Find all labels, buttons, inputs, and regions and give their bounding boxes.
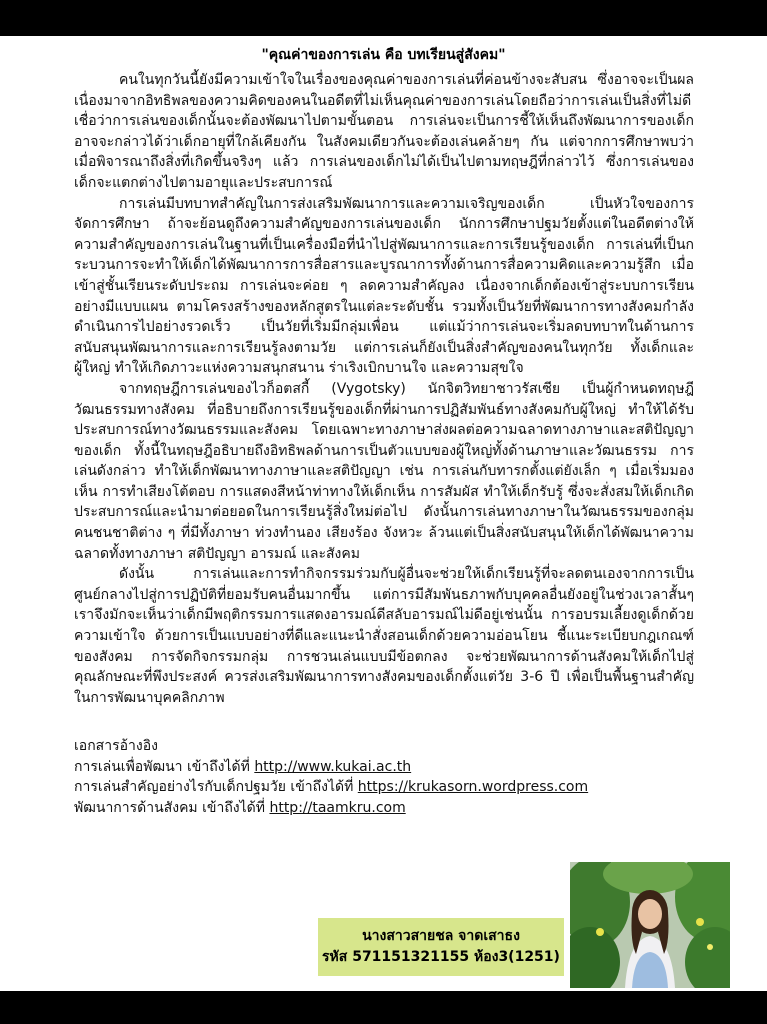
author-name-box bbox=[318, 918, 564, 976]
paragraph: จากทฤษฎีการเล่นของไวก็อตสกี้ (Vygotsky) นักจิตวิทยาชาวรัสเซีย เป็นผู้กำหนดทฤษฎีวัฒนธรรมทางสังคม ที่อธิบายถึงการเรียนรู้ของเด็กที่ผ่านการปฏิสัมพันธ์ทางสังคมกับผู้ใหญ่ ทำให้ได้รับประสบการณ์ทางวัฒนธรรมและสังคม โดยเฉพาะทางภาษาส่งผลต่อความฉลาดทางภาษาและสติปัญญาของเด็ก ทั้งนี้ในทฤษฎีอธิบายถึงอิทธิพลด้านการเป็นตัวแบบของผู้ใหญ่ทั้งด้านภาษาและวัฒนธรรม การเล่นดังกล่าว ทำให้เด็กพัฒนาทางภาษาและสติปัญญา เช่น การเล่นกับทารกตั้งแต่ยังเล็ก ๆ เมื่อเริ่มมองเห็น การทำเสียงโต้ตอบ การแสดงสีหน้าท่าทางให้เด็กเห็น การสัมผัส ทำให้เด็กรับรู้ ซึ่งจะสั่งสมให้เด็กเกิดประสบการณ์และนำมาต่อยอดในการเรียนรู้สิ่งใหม่ต่อไป ดังนั้นการเล่นทางภาษาในวัฒนธรรมของกลุ่มคนชนชาติต่าง ๆ ที่มีทั้งภาษา ท่วงทำนอง เสียงร้อง จังหวะ ล้วนแต่เป็นสิ่งสนับสนุนให้เด็กได้พัฒนาความฉลาดทั้งทางภาษา สติปัญญา อารมณ์ และสังคม bbox=[74, 380, 694, 562]
reference-link[interactable]: http://www.kukai.ac.th bbox=[254, 758, 412, 775]
reference-link[interactable]: https://krukasorn.wordpress.com bbox=[357, 779, 589, 796]
paragraph: คนในทุกวันนี้ยังมีความเข้าใจในเรื่องของคุณค่าของการเล่นที่ค่อนข้างจะสับสน ซึ่งอาจจะเป็นผลเนื่องมาจากอิทธิพลของความคิดของคนในอดีตที่ไม่เห็นคุณค่าของการเล่นโดยถือว่าการเล่นเป็นสิ่งที่ไม่ดี เชื่อว่าการเล่นของเด็กนั้นจะต้องพัฒนาไปตามขั้นตอน การเล่นจะเป็นการชี้ให้เห็นถึงพัฒนาการของเด็ก อาจจะกล่าวได้ว่าเด็กอายุที่ใกล้เคียงกัน ในสังคมเดียวกันจะต้องเล่นคล้ายๆ กัน แต่จากการศึกษาพบว่าเมื่อพิจารณาถึงสิ่งที่เกิดขึ้นจริงๆ แล้ว การเล่นของเด็กไม่ได้เป็นไปตามทฤษฎีที่กล่าวไว้ ซึ่งการเล่นของเด็กจะแตกต่างไปตามอายุและประสบการณ์ bbox=[74, 72, 694, 191]
reference-item bbox=[74, 777, 634, 798]
references-section bbox=[74, 736, 634, 818]
references-heading: เอกสารอ้างอิง bbox=[74, 738, 158, 754]
paragraph: ดังนั้น การเล่นและการทำกิจกรรมร่วมกับผู้อื่นจะช่วยให้เด็กเรียนรู้ที่จะลดตนเองจากการเป็นศูนย์กลางไปสู่การปฏิบัติที่ยอมรับคนอื่นมากขึ้น แต่การมีสัมพันธภาพกับบุคคลอื่นยังอยู่ในช่วงเวลาสั้นๆ เราจึงมักจะเห็นว่าเด็กมีพฤติกรรมการแสดงอารมณ์ดีสลับอารมณ์ไม่ดีอยู่เช่นนั้น การอบรมเลี้ยงดูเด็กด้วยความเข้าใจ ด้วยการเป็นแบบอย่างที่ดีและแนะนำสั่งสอนเด็กด้วยความอ่อนโยน ชี้แนะระเบียบกฎเกณฑ์ของสังคม การจัดกิจกรรมกลุ่ม การชวนเล่นแบบมีข้อตกลง จะช่วยพัฒนาการด้านสังคมให้เด็กไปสู่คุณลักษณะที่พึงประสงค์ ควรส่งเสริมพัฒนาการทางสังคมของเด็กตั้งแต่วัย 3-6 ปี เพื่อเป็นพื้นฐานสำคัญในการพัฒนาบุคคลิกภาพ bbox=[74, 566, 694, 706]
paragraph: การเล่นมีบทบาทสำคัญในการส่งเสริมพัฒนาการและความเจริญของเด็ก เป็นหัวใจของการจัดการศึกษา ถ้าจะย้อนดูถึงความสำคัญของการเล่นของเด็ก นักการศึกษาปฐมวัยตั้งแต่ในอดีตต่างให้ความสำคัญของการเล่นในฐานที่เป็นเครื่องมือที่นำไปสู่พัฒนาการและการเรียนรู้ของเด็ก การเล่นที่เป็นกระบวนการจะทำให้เด็กได้พัฒนาการการสื่อสารและบูรณาการทั้งด้านการสื่อความคิดและความรู้สึก เมื่อเข้าสู่ชั้นเรียนระดับประถม การเล่นจะค่อย ๆ ลดความสำคัญลง เนื่องจากเด็กต้องเข้าสู่ระบบการเรียนอย่างมีแบบแผน ตามโครงสร้างของหลักสูตรในแต่ละระดับชั้น รวมทั้งเป็นวัยที่พัฒนาการทางสังคมกำลังดำเนินการไปอย่างรวดเร็ว เป็นวัยที่เริ่มมีกลุ่มเพื่อน แต่แม้ว่าการเล่นจะเริ่มลดบทบาทในด้านการสนับสนุนพัฒนาการและการเรียนรู้ลงตามวัย แต่การเล่นก็ยังเป็นสิ่งสำคัญของคนในทุกวัย ทั้งเด็กและผู้ใหญ่ ทำให้เกิดภาวะแห่งความสนุกสนาน ร่าเริงเบิกบานใจ และความสุขใจ bbox=[74, 195, 694, 377]
author-photo bbox=[570, 862, 730, 988]
author-name: นางสาวสายชล จาดเสาธง bbox=[362, 928, 520, 944]
author-id: รหัส 571151321155 ห้อง3(1251) bbox=[322, 949, 560, 965]
page-title: "คุณค่าของการเล่น คือ บทเรียนสู่สังคม" bbox=[261, 47, 506, 63]
reference-text: พัฒนาการด้านสังคม เข้าถึงได้ที่ bbox=[74, 799, 270, 816]
document-page bbox=[0, 36, 767, 991]
reference-link[interactable]: http://taamkru.com bbox=[269, 799, 406, 816]
author-photo-illustration bbox=[570, 862, 730, 988]
reference-text: การเล่นเพื่อพัฒนา เข้าถึงได้ที่ bbox=[74, 758, 255, 775]
reference-item bbox=[74, 798, 634, 819]
reference-text: การเล่นสำคัญอย่างไรกับเด็กปฐมวัย เข้าถึงได้ที่ bbox=[74, 779, 358, 796]
reference-item bbox=[74, 757, 634, 778]
article-body bbox=[74, 70, 694, 708]
